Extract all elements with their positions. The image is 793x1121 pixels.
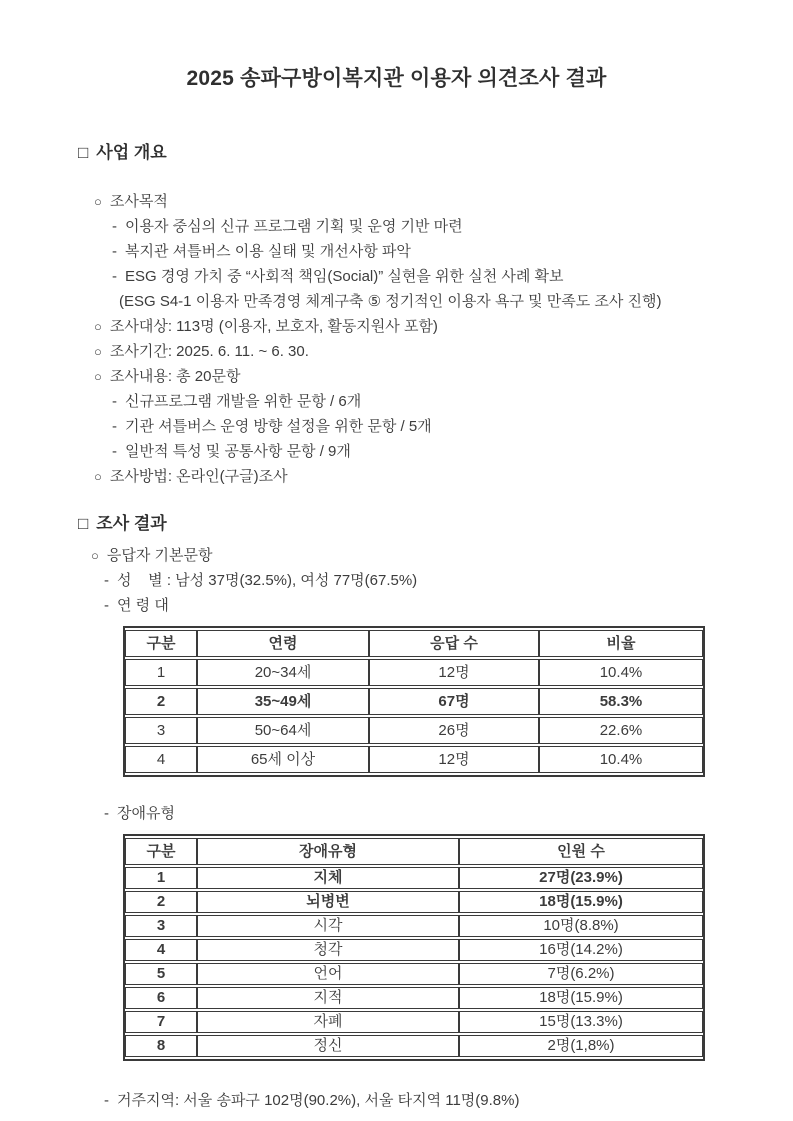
cell: 15명(13.3%) (459, 1011, 703, 1033)
list-item-text: 조사목적 (109, 193, 168, 210)
cell: 1 (125, 867, 197, 889)
list-item-text: 응답자 기본문항 (106, 547, 213, 564)
cell: 26명 (369, 717, 539, 744)
column-header: 인원 수 (459, 838, 703, 865)
cell: 35~49세 (197, 688, 369, 715)
cell: 시각 (197, 915, 459, 937)
age-label-line (0, 593, 793, 618)
dash-bullet-icon: - (112, 218, 117, 235)
cell: 18명(15.9%) (459, 987, 703, 1009)
cell: 58.3% (539, 688, 703, 715)
section-heading-overview (0, 138, 793, 163)
gender-line (0, 568, 793, 593)
cell: 12명 (369, 659, 539, 686)
table-row (125, 939, 703, 961)
dash-bullet-icon: - (104, 1092, 109, 1109)
column-header: 응답 수 (369, 630, 539, 657)
overview-list (0, 189, 793, 489)
cell: 2명(1,8%) (459, 1035, 703, 1057)
list-item (0, 439, 793, 464)
column-header: 구분 (125, 838, 197, 865)
cell: 언어 (197, 963, 459, 985)
section-heading-overview-label: 사업 개요 (96, 143, 167, 162)
dash-bullet-icon: - (104, 597, 109, 614)
table-row (125, 688, 703, 715)
disability-label-line (0, 801, 793, 826)
residence-line-text: 거주지역: 서울 송파구 102명(90.2%), 서울 타지역 11명(9.8%) (117, 1092, 520, 1109)
column-header: 구분 (125, 630, 197, 657)
cell: 7 (125, 1011, 197, 1033)
table-row (125, 717, 703, 744)
list-item (0, 364, 793, 389)
table-row (125, 1035, 703, 1057)
list-item (0, 414, 793, 439)
cell: 3 (125, 717, 197, 744)
list-item (0, 464, 793, 489)
list-item-text: 조사기간: 2025. 6. 11. ~ 6. 30. (109, 343, 309, 360)
cell: 2 (125, 688, 197, 715)
list-item (0, 339, 793, 364)
cell: 3 (125, 915, 197, 937)
cell: 12명 (369, 746, 539, 773)
dash-bullet-icon: - (112, 268, 117, 285)
cell: 8 (125, 1035, 197, 1057)
page-title: 2025 송파구방이복지관 이용자 의견조사 결과 (186, 67, 607, 90)
table-row (125, 915, 703, 937)
cell: 10.4% (539, 659, 703, 686)
cell: 2 (125, 891, 197, 913)
column-header: 비율 (539, 630, 703, 657)
table-row (125, 987, 703, 1009)
list-item-text: 조사대상: 113명 (이용자, 보호자, 활동지원사 포함) (109, 318, 438, 335)
cell: 6 (125, 987, 197, 1009)
list-item-text: ESG 경영 가치 중 “사회적 책임(Social)” 실현을 위한 실천 사례 확보 (125, 268, 564, 285)
circle-bullet-icon: ○ (94, 344, 102, 359)
table-row (125, 867, 703, 889)
column-header: 연령 (197, 630, 369, 657)
list-item (0, 214, 793, 239)
list-item (0, 239, 793, 264)
list-item-text: (ESG S4-1 이용자 만족경영 체계구축 ⑤ 정기적인 이용자 욕구 및 만족도 조사 진행) (119, 293, 662, 310)
age-table-header-row (125, 630, 703, 657)
list-item-text: 조사내용: 총 20문항 (109, 368, 241, 385)
circle-bullet-icon: ○ (94, 194, 102, 209)
circle-bullet-icon: ○ (94, 319, 102, 334)
cell: 청각 (197, 939, 459, 961)
age-table (123, 626, 705, 777)
cell: 뇌병변 (197, 891, 459, 913)
cell: 4 (125, 939, 197, 961)
list-item (0, 189, 793, 214)
cell: 16명(14.2%) (459, 939, 703, 961)
cell: 65세 이상 (197, 746, 369, 773)
cell: 18명(15.9%) (459, 891, 703, 913)
square-bullet-icon: □ (78, 514, 89, 533)
age-label-text: 연 령 대 (117, 597, 169, 614)
list-item-text: 복지관 셔틀버스 이용 실태 및 개선사항 파악 (125, 243, 411, 260)
table-row (125, 963, 703, 985)
table-row (125, 746, 703, 773)
gender-line-text: 성 별 : 남성 37명(32.5%), 여성 77명(67.5%) (117, 572, 418, 589)
list-item-text: 신규프로그램 개발을 위한 문항 / 6개 (125, 393, 362, 410)
section-heading-results-label: 조사 결과 (96, 514, 167, 533)
disability-label-text: 장애유형 (117, 805, 175, 822)
circle-bullet-icon: ○ (94, 469, 102, 484)
cell: 27명(23.9%) (459, 867, 703, 889)
column-header: 장애유형 (197, 838, 459, 865)
table-row (125, 1011, 703, 1033)
cell: 정신 (197, 1035, 459, 1057)
list-item (0, 289, 793, 314)
list-item (0, 389, 793, 414)
circle-bullet-icon: ○ (94, 369, 102, 384)
results-list (0, 543, 793, 618)
cell: 지적 (197, 987, 459, 1009)
disability-table (123, 834, 705, 1061)
cell: 67명 (369, 688, 539, 715)
cell: 20~34세 (197, 659, 369, 686)
dash-bullet-icon: - (104, 572, 109, 589)
list-item-text: 이용자 중심의 신규 프로그램 기획 및 운영 기반 마련 (125, 218, 463, 235)
list-item (0, 314, 793, 339)
cell: 5 (125, 963, 197, 985)
disability-table-header-row (125, 838, 703, 865)
dash-bullet-icon: - (112, 443, 117, 460)
cell: 10명(8.8%) (459, 915, 703, 937)
cell: 지체 (197, 867, 459, 889)
cell: 자폐 (197, 1011, 459, 1033)
list-item-text: 조사방법: 온라인(구글)조사 (109, 468, 288, 485)
table-row (125, 659, 703, 686)
dash-bullet-icon: - (112, 393, 117, 410)
cell: 22.6% (539, 717, 703, 744)
section-heading-results (0, 509, 793, 534)
circle-bullet-icon: ○ (91, 548, 99, 563)
cell: 7명(6.2%) (459, 963, 703, 985)
square-bullet-icon: □ (78, 143, 89, 162)
table-row (125, 891, 703, 913)
cell: 4 (125, 746, 197, 773)
dash-bullet-icon: - (112, 418, 117, 435)
cell: 1 (125, 659, 197, 686)
list-item-text: 기관 셔틀버스 운영 방향 설정을 위한 문항 / 5개 (125, 418, 432, 435)
cell: 10.4% (539, 746, 703, 773)
cell: 50~64세 (197, 717, 369, 744)
residence-line (0, 1088, 793, 1113)
list-item (0, 543, 793, 568)
dash-bullet-icon: - (104, 805, 109, 822)
list-item-text: 일반적 특성 및 공통사항 문항 / 9개 (125, 443, 351, 460)
dash-bullet-icon: - (112, 243, 117, 260)
list-item (0, 264, 793, 289)
